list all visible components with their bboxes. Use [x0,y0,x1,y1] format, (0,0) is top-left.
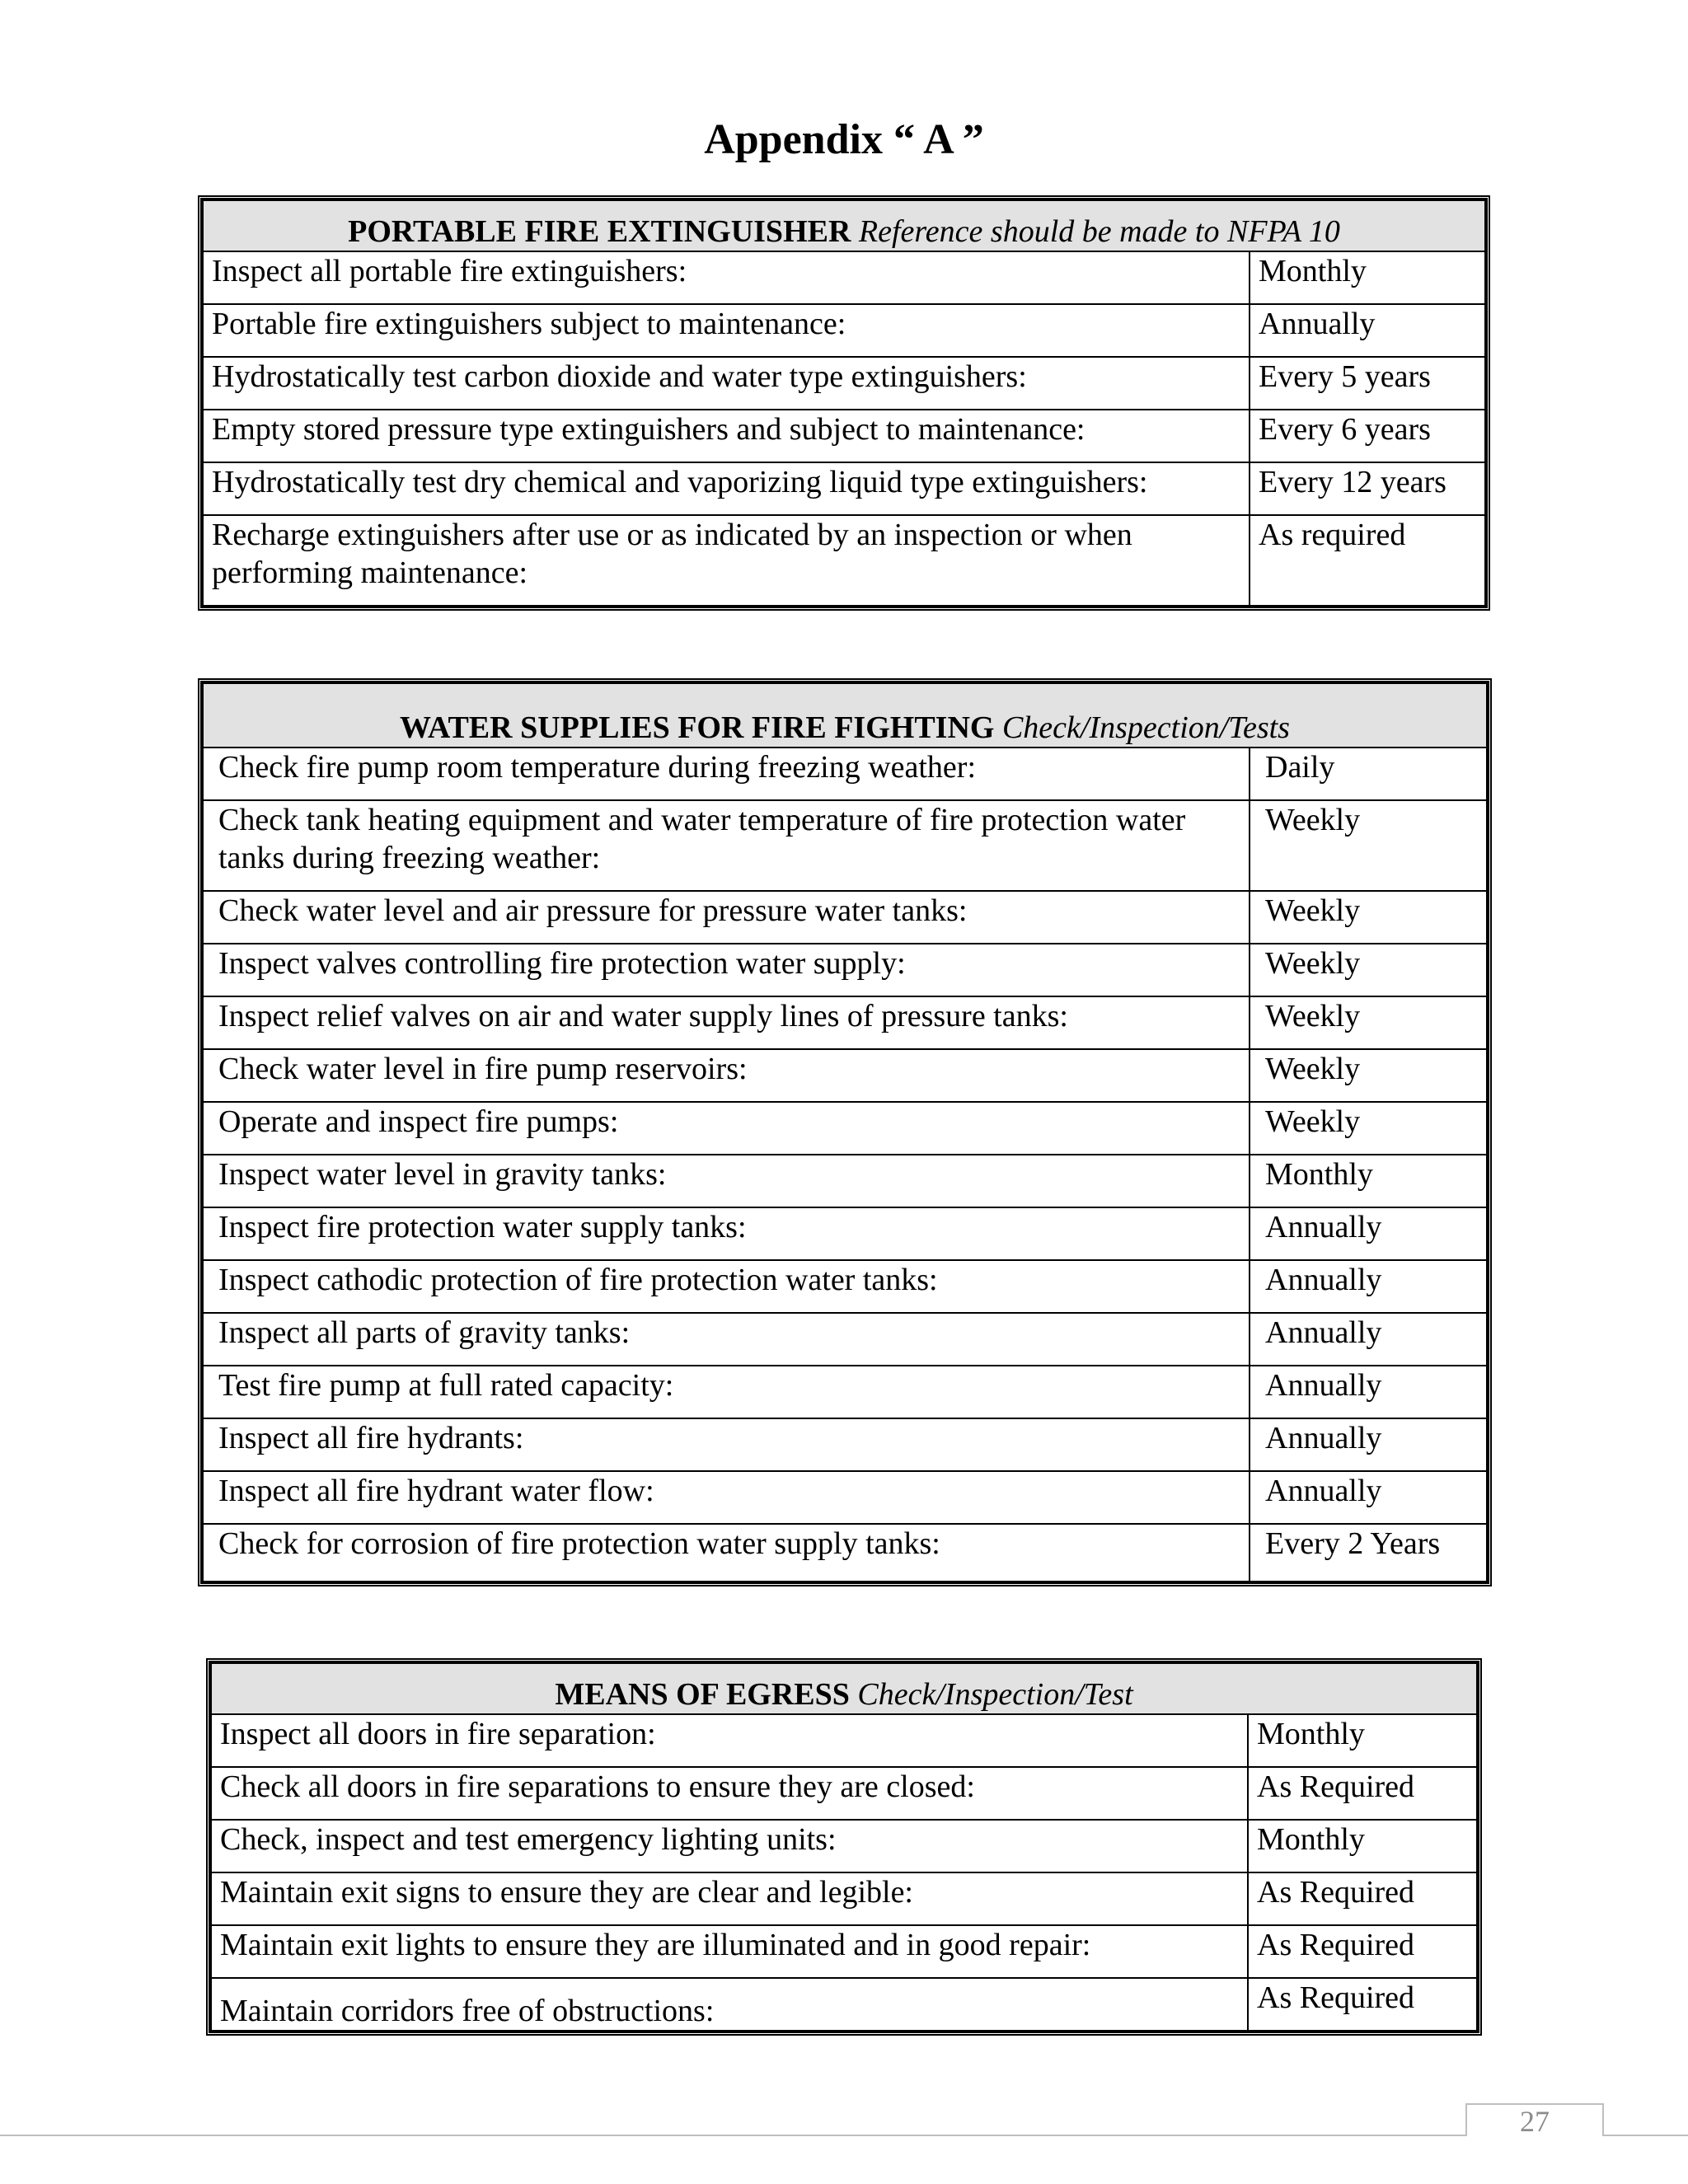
task-cell: Inspect all doors in fire separation: [211,1714,1248,1767]
task-cell: Inspect valves controlling fire protection water supply: [203,944,1250,996]
frequency-cell: Annually [1250,1471,1487,1524]
water-supplies-table [198,678,1492,1586]
table-row [211,1925,1477,1978]
table-row [203,357,1485,410]
frequency-cell: Monthly [1250,1155,1487,1207]
table-row [203,944,1487,996]
task-cell: Check water level and air pressure for pressure water tanks: [203,891,1250,944]
frequency-cell: Weekly [1250,996,1487,1049]
frequency-cell: Annually [1250,304,1485,357]
task-cell: Recharge extinguishers after use or as indicated by an inspection or when performing maintenance: [203,515,1250,606]
task-cell: Inspect water level in gravity tanks: [203,1155,1250,1207]
frequency-cell: Annually [1250,1313,1487,1366]
frequency-cell: Daily [1250,748,1487,800]
table-header-row [211,1663,1477,1714]
table-row [203,1155,1487,1207]
table-header-row [203,200,1485,251]
table-header-title: MEANS OF EGRESS [555,1677,850,1712]
task-cell: Test fire pump at full rated capacity: [203,1366,1250,1418]
table-row [203,1366,1487,1418]
task-cell: Maintain exit signs to ensure they are clear and legible: [211,1872,1248,1925]
table-header [203,683,1487,748]
frequency-cell: Every 12 years [1250,462,1485,515]
frequency-cell: As Required [1248,1872,1477,1925]
frequency-cell: As Required [1248,1978,1477,2031]
frequency-cell: Weekly [1250,944,1487,996]
table-row [203,1313,1487,1366]
table-row [203,1418,1487,1471]
means-of-egress-table [206,1658,1482,2036]
task-cell: Inspect relief valves on air and water supply lines of pressure tanks: [203,996,1250,1049]
frequency-cell: Monthly [1248,1820,1477,1872]
task-cell: Check water level in fire pump reservoirs: [203,1049,1250,1102]
frequency-cell: Every 6 years [1250,410,1485,462]
table-row [203,515,1485,606]
table-row [211,1767,1477,1820]
table-row [203,1471,1487,1524]
frequency-cell: Annually [1250,1260,1487,1313]
task-cell: Check, inspect and test emergency lighting units: [211,1820,1248,1872]
table-row [203,1102,1487,1155]
table-header-title: WATER SUPPLIES FOR FIRE FIGHTING [400,710,995,745]
table-header [211,1663,1477,1714]
table-header-note: Check/Inspection/Test [857,1677,1133,1712]
table-row [203,462,1485,515]
table-row [211,1820,1477,1872]
task-cell: Check all doors in fire separations to ensure they are closed: [211,1767,1248,1820]
table-header-note: Check/Inspection/Tests [1001,710,1290,745]
frequency-cell: Annually [1250,1418,1487,1471]
frequency-cell: Monthly [1248,1714,1477,1767]
frequency-cell: Every 2 Years [1250,1524,1487,1582]
table-row [203,1260,1487,1313]
frequency-cell: As Required [1248,1767,1477,1820]
frequency-cell: Monthly [1250,251,1485,304]
table-row [203,1049,1487,1102]
task-cell: Inspect all parts of gravity tanks: [203,1313,1250,1366]
table-row [203,251,1485,304]
frequency-cell: Every 5 years [1250,357,1485,410]
frequency-cell: Annually [1250,1366,1487,1418]
table-row [211,1872,1477,1925]
task-cell: Hydrostatically test dry chemical and vaporizing liquid type extinguishers: [203,462,1250,515]
task-cell: Check fire pump room temperature during freezing weather: [203,748,1250,800]
task-cell: Operate and inspect fire pumps: [203,1102,1250,1155]
table-header [203,200,1485,251]
frequency-cell: Weekly [1250,891,1487,944]
frequency-cell: Weekly [1250,800,1487,891]
table-row [203,304,1485,357]
table-row [211,1714,1477,1767]
task-cell: Inspect fire protection water supply tanks: [203,1207,1250,1260]
task-cell: Maintain exit lights to ensure they are illuminated and in good repair: [211,1925,1248,1978]
task-cell: Check tank heating equipment and water temperature of fire protection water tanks during freezing weather: [203,800,1250,891]
task-cell: Inspect all fire hydrants: [203,1418,1250,1471]
frequency-cell: As Required [1248,1925,1477,1978]
task-cell: Portable fire extinguishers subject to maintenance: [203,304,1250,357]
table-row [203,1207,1487,1260]
frequency-cell: As required [1250,515,1485,606]
task-cell: Inspect all fire hydrant water flow: [203,1471,1250,1524]
table-row [203,1524,1487,1582]
table-row [203,410,1485,462]
table-header-title: PORTABLE FIRE EXTINGUISHER [348,214,851,249]
table-row [203,748,1487,800]
page-title: Appendix “ A ” [704,116,984,163]
footer-rule [0,2135,1688,2136]
frequency-cell: Weekly [1250,1102,1487,1155]
table-row [211,1978,1477,2031]
task-cell: Hydrostatically test carbon dioxide and water type extinguishers: [203,357,1250,410]
table-row [203,891,1487,944]
portable-fire-extinguisher-table [198,195,1490,611]
table-header-row [203,683,1487,748]
table-row [203,996,1487,1049]
frequency-cell: Annually [1250,1207,1487,1260]
task-cell: Inspect all portable fire extinguishers: [203,251,1250,304]
task-cell: Maintain corridors free of obstructions: [211,1978,1248,2031]
task-cell: Check for corrosion of fire protection water supply tanks: [203,1524,1250,1582]
task-cell: Inspect cathodic protection of fire protection water tanks: [203,1260,1250,1313]
table-row [203,800,1487,891]
task-cell: Empty stored pressure type extinguishers and subject to maintenance: [203,410,1250,462]
table-header-note: Reference should be made to NFPA 10 [858,214,1340,249]
page-number: 27 [1465,2103,1604,2136]
frequency-cell: Weekly [1250,1049,1487,1102]
